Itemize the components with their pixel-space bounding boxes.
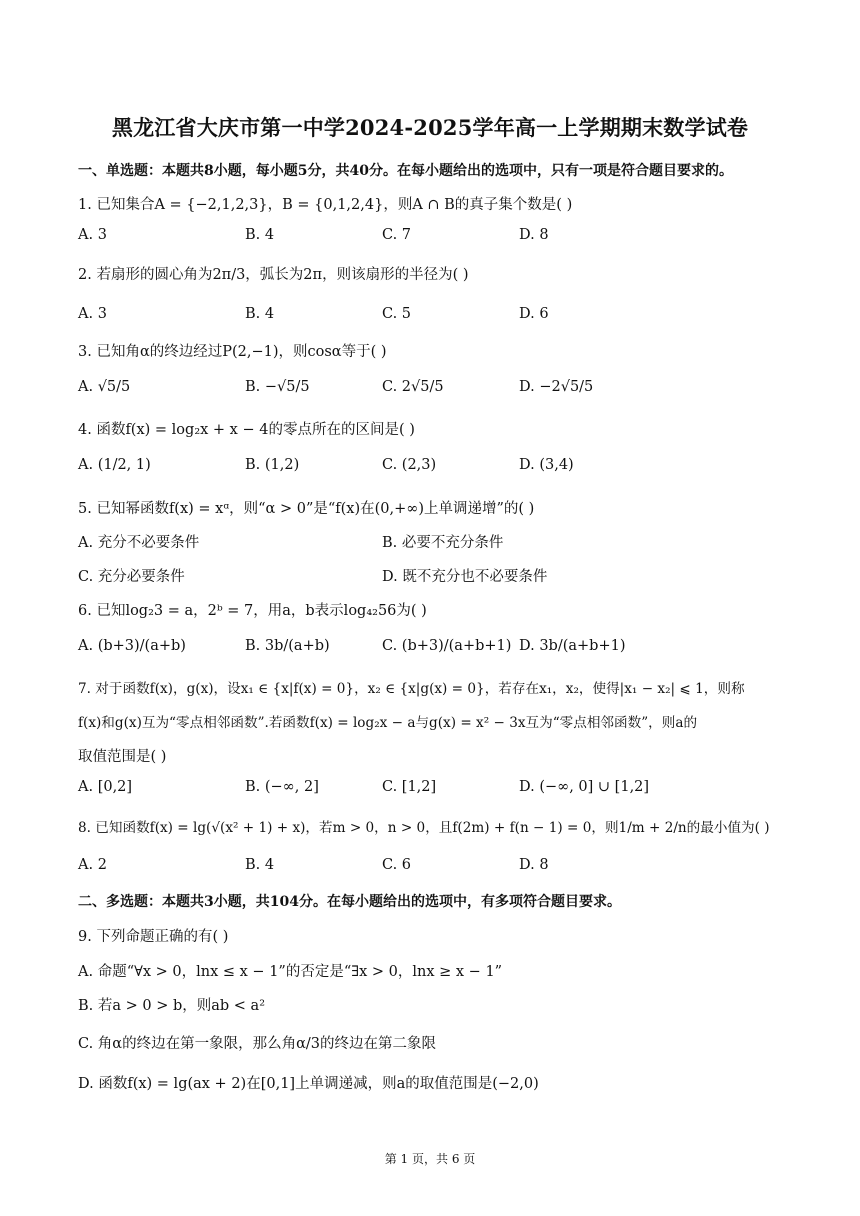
question-1-option-d: D. 8 bbox=[519, 227, 549, 243]
question-9-option-b: B. 若a > 0 > b，则ab < a² bbox=[78, 998, 266, 1014]
question-3-option-a: A. √5/5 bbox=[78, 379, 131, 395]
question-1-option-b: B. 4 bbox=[245, 227, 275, 243]
question-5-stem: 5. 已知幂函数f(x) = xᵅ，则“α > 0”是“f(x)在(0,+∞)上单调递增”的( ) bbox=[78, 501, 535, 517]
question-7-stem-line-2: f(x)和g(x)互为“零点相邻函数”.若函数f(x) = log₂x − a与g(x) = x² − 3x互为“零点相邻函数”，则a的 bbox=[78, 715, 698, 731]
question-7-option-d: D. (−∞, 0] ∪ [1,2] bbox=[519, 779, 650, 795]
question-2-stem: 2. 若扇形的圆心角为2π/3，弧长为2π，则该扇形的半径为( ) bbox=[78, 267, 469, 283]
question-1-stem: 1. 已知集合A = {−2,1,2,3}，B = {0,1,2,4}，则A ∩ B的真子集个数是( ) bbox=[78, 197, 573, 213]
question-6-option-b: B. 3b/(a+b) bbox=[245, 638, 330, 654]
question-6-option-d: D. 3b/(a+b+1) bbox=[519, 638, 626, 654]
question-4-stem: 4. 函数f(x) = log₂x + x − 4的零点所在的区间是( ) bbox=[78, 422, 415, 438]
question-7-option-a: A. [0,2] bbox=[78, 779, 133, 795]
question-9-option-c: C. 角α的终边在第一象限，那么角α/3的终边在第二象限 bbox=[78, 1036, 436, 1052]
question-8-option-a: A. 2 bbox=[78, 857, 107, 873]
question-6-stem: 6. 已知log₂3 = a，2ᵇ = 7，用a，b表示log₄₂56为( ) bbox=[78, 603, 427, 619]
question-5-option-c: C. 充分必要条件 bbox=[78, 569, 185, 585]
question-2-option-d: D. 6 bbox=[519, 306, 549, 322]
question-7-option-c: C. [1,2] bbox=[382, 779, 437, 795]
question-9-option-d: D. 函数f(x) = lg(ax + 2)在[0,1]上单调递减，则a的取值范围是(−2,0) bbox=[78, 1076, 539, 1092]
page-title: 黑龙江省大庆市第一中学2024-2025学年高一上学期期末数学试卷 bbox=[111, 115, 749, 140]
section-heading-single-choice: 一、单选题：本题共8小题，每小题5分，共40分。在每小题给出的选项中，只有一项是符合题目要求的。 bbox=[78, 163, 733, 179]
question-5-option-a: A. 充分不必要条件 bbox=[78, 535, 200, 551]
question-8-option-c: C. 6 bbox=[382, 857, 412, 873]
question-1-option-c: C. 7 bbox=[382, 227, 412, 243]
question-4-option-a: A. (1/2, 1) bbox=[78, 457, 151, 473]
question-1-option-a: A. 3 bbox=[78, 227, 107, 243]
question-7-option-b: B. (−∞, 2] bbox=[245, 779, 319, 795]
question-9-stem: 9. 下列命题正确的有( ) bbox=[78, 929, 229, 945]
question-2-option-b: B. 4 bbox=[245, 306, 275, 322]
question-4-option-b: B. (1,2) bbox=[245, 457, 300, 473]
question-5-option-b: B. 必要不充分条件 bbox=[382, 535, 504, 551]
question-3-option-b: B. −√5/5 bbox=[245, 379, 310, 395]
question-8-option-d: D. 8 bbox=[519, 857, 549, 873]
question-6-option-c: C. (b+3)/(a+b+1) bbox=[382, 638, 512, 654]
question-6-option-a: A. (b+3)/(a+b) bbox=[78, 638, 186, 654]
page-footer: 第 1 页，共 6 页 bbox=[384, 1152, 476, 1166]
question-4-option-c: C. (2,3) bbox=[382, 457, 437, 473]
question-3-option-d: D. −2√5/5 bbox=[519, 379, 594, 395]
question-5-option-d: D. 既不充分也不必要条件 bbox=[382, 569, 548, 585]
section-heading-multi-choice: 二、多选题：本题共3小题，共104分。在每小题给出的选项中，有多项符合题目要求。 bbox=[78, 894, 621, 910]
question-7-stem-line-3: 取值范围是( ) bbox=[78, 749, 167, 765]
question-2-option-c: C. 5 bbox=[382, 306, 412, 322]
question-2-option-a: A. 3 bbox=[78, 306, 107, 322]
question-8-option-b: B. 4 bbox=[245, 857, 275, 873]
question-8-stem: 8. 已知函数f(x) = lg(√(x² + 1) + x)，若m > 0，n > 0，且f(2m) + f(n − 1) = 0，则1/m + 2/n的最小值为( ) bbox=[78, 820, 770, 836]
question-3-stem: 3. 已知角α的终边经过P(2,−1)，则cosα等于( ) bbox=[78, 344, 387, 360]
question-4-option-d: D. (3,4) bbox=[519, 457, 574, 473]
question-3-option-c: C. 2√5/5 bbox=[382, 379, 444, 395]
question-7-stem-line-1: 7. 对于函数f(x)，g(x)，设x₁ ∈ {x|f(x) = 0}，x₂ ∈ {x|g(x) = 0}，若存在x₁，x₂，使得|x₁ − x₂| ⩽ 1，则称 bbox=[78, 681, 745, 697]
question-9-option-a: A. 命题“∀x > 0，lnx ≤ x − 1”的否定是“∃x > 0，lnx ≥ x − 1” bbox=[78, 964, 503, 980]
